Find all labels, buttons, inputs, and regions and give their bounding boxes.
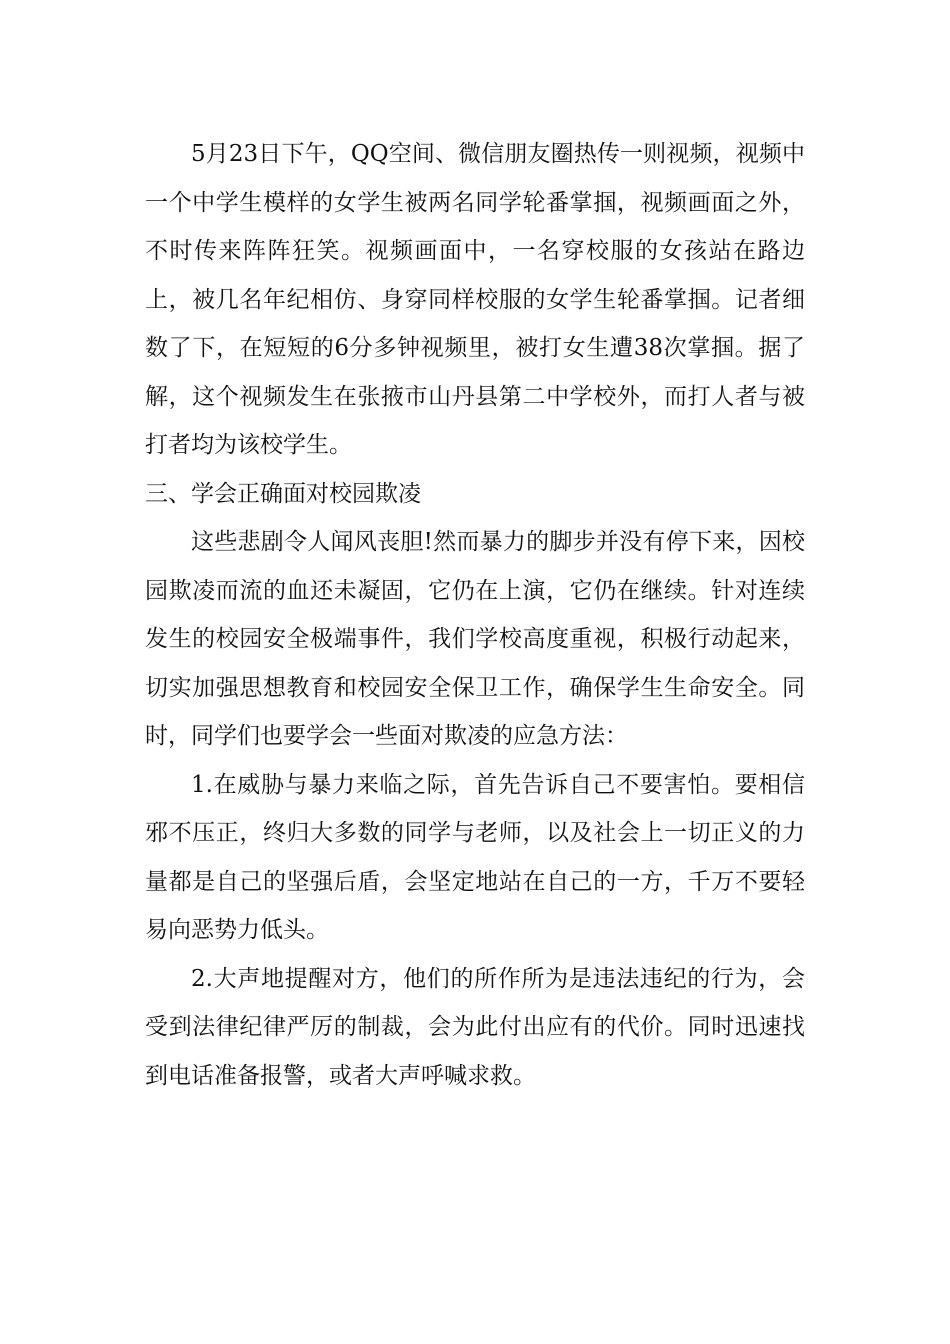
document-body — [145, 130, 805, 1100]
paragraph-method-1: 1.在威胁与暴力来临之际，首先告诉自己不要害怕。要相信邪不压正，终归大多数的同学与老师，以及社会上一切正义的力量都是自己的坚强后盾，会坚定地站在自己的一方，千万不要轻易向恶势力低头。 — [145, 771, 805, 943]
section-heading: 三、学会正确面对校园欺凌 — [145, 480, 421, 507]
paragraph-intro-methods: 这些悲剧令人闻风丧胆!然而暴力的脚步并没有停下来，因校园欺凌而流的血还未凝固，它仍在上演，它仍在继续。针对连续发生的校园安全极端事件，我们学校高度重视，积极行动起来，切实加强思想教育和校园安全保卫工作，确保学生生命安全。同时，同学们也要学会一些面对欺凌的应急方法： — [145, 529, 805, 749]
paragraph-video-incident: 5月23日下午，QQ空间、微信朋友圈热传一则视频，视频中一个中学生模样的女学生被两名同学轮番掌掴，视频画面之外，不时传来阵阵狂笑。视频画面中，一名穿校服的女孩站在路边上，被几名年纪相仿、身穿同样校服的女学生轮番掌掴。记者细数了下，在短短的6分多钟视频里，被打女生遭38次掌掴。据了解，这个视频发生在张掖市山丹县第二中学校外，而打人者与被打者均为该校学生。 — [145, 141, 805, 458]
paragraph-method-2: 2.大声地提醒对方，他们的所作所为是违法违纪的行为，会受到法律纪律严厉的制裁，会为此付出应有的代价。同时迅速找到电话准备报警，或者大声呼喊求救。 — [145, 965, 805, 1089]
